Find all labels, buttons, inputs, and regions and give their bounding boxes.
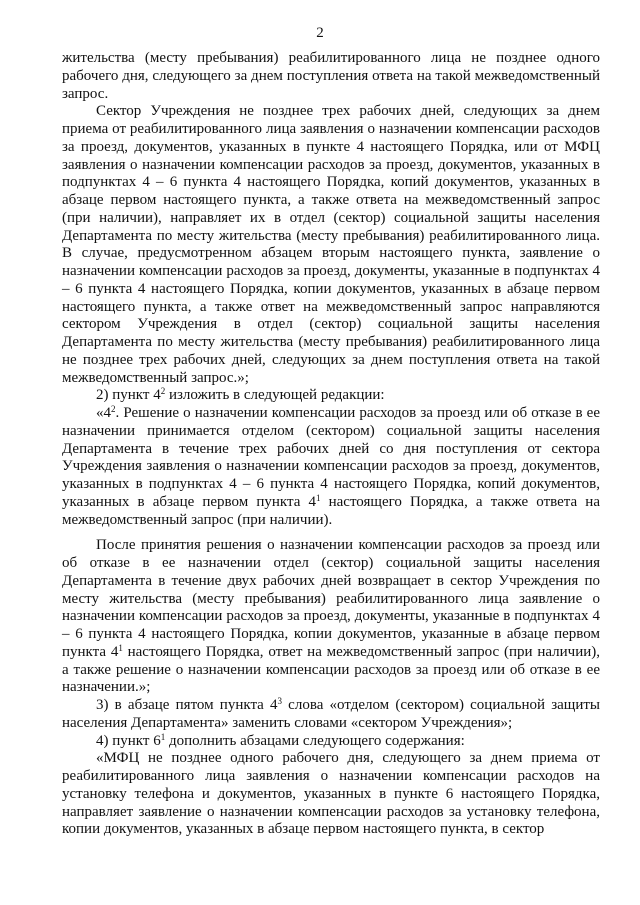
paragraph-1: жительства (месту пребывания) реабилитированного лица не позднее одного рабочего дня, следующего за днем поступления ответа на такой межведомственный запрос. <box>62 50 600 102</box>
paragraph-6 <box>62 697 600 733</box>
superscript-index: 2 <box>111 404 116 414</box>
paragraph-4 <box>62 405 600 529</box>
paragraph-5-text-end: настоящего Порядка, ответ на межведомственный запрос (при наличии), а также решение о назначении компенсации расходов за проезд или об отказе в ее назначении.»; <box>62 643 600 696</box>
page-number: 2 <box>316 25 324 41</box>
paragraph-3 <box>62 387 600 405</box>
paragraph-2: Сектор Учреждения не позднее трех рабочих дней, следующих за днем приема от реабилитированного лица заявления о назначении компенсации расходов за проезд, документов, указанных в пункте 4 настоящего Порядка, или от МФЦ заявления о назначении компенсации расходов за проезд, документов, указанных в подпунктах 4 – 6 пункта 4 настоящего Порядка, копий документов, указанных в абзаце первом настоящего пункта, а также ответа на межведомственный запрос (при наличии), направляет их в отдел (сектор) социальной защиты населения Департамента по месту жительства (месту пребывания) реабилитированного лица. В случае, предусмотренном абзацем вторым настоящего пункта, заявление о назначении компенсации расходов за проезд, документы, указанные в подпунктах 4 – 6 пункта 4 настоящего Порядка, копии документов, указанных в абзаце первом настоящего пункта, а также ответ на межведомственный запрос направляются сектором Учреждения в отдел (сектор) социальной защиты населения Департамента по месту жительства (месту пребывания) реабилитированного лица не позднее трех рабочих дней, следующих за днем поступления ответа на такой межведомственный запрос.»; <box>62 103 600 386</box>
superscript-index: 3 <box>277 696 283 706</box>
document-body <box>62 50 600 839</box>
paragraph-7 <box>62 733 600 751</box>
paragraph-4-text-middle: . Решение о назначении компенсации расходов за проезд или об отказе в ее назначении принимается отделом (сектором) социальной защиты населения Департамента в течение трех рабочих дней со дня поступления от сектора Учреждения заявления о назначении компенсации расходов за проезд, документов, указанных в подпунктах 4 – 6 пункта 4 настоящего Порядка, копий документов, указанных в абзаце первом пункта 4 <box>62 405 600 510</box>
paragraph-4-text-start: «4 <box>96 405 111 421</box>
paragraph-6-text-start: 3) в абзаце пятом пункта 4 <box>96 697 278 713</box>
paragraph-3-text-end: изложить в следующей редакции: <box>165 387 385 404</box>
superscript-index: 2 <box>160 386 166 397</box>
paragraph-4-text-end: настоящего Порядка, а также ответа на межведомственный запрос (при наличии). <box>62 493 600 528</box>
paragraph-6-text-end: слова «отделом (сектором) социальной защиты населения Департамента» заменить словами «сектором Учреждения»; <box>62 697 600 731</box>
paragraph-7-text-end: дополнить абзацами следующего содержания: <box>165 732 465 749</box>
paragraph-7-text-start: 4) пункт 6 <box>96 732 161 749</box>
superscript-index: 1 <box>316 492 321 503</box>
paragraph-5-text-start: После принятия решения о назначении компенсации расходов за проезд или об отказе в ее назначении отдел (сектор) социальной защиты населения Департамента в течение двух рабочих дней возвращает в сектор Учреждения по месту жительства (месту пребывания) реабилитированного лица заявление о назначении компенсации расходов за проезд, документы, указанные в подпунктах 4 – 6 пункта 4 настоящего Порядка, копии документов, указанные в абзаце первом пункта 4 <box>62 537 600 660</box>
paragraph-8: «МФЦ не позднее одного рабочего дня, следующего за днем приема от реабилитированного лица заявления о назначении компенсации расходов на установку телефона и документов, указанных в пункте 6 настоящего Порядка, направляет заявление о назначении компенсации расходов за установку телефона, копии документов, указанных в абзаце первом настоящего пункта, в сектор <box>62 750 600 838</box>
paragraph-3-text-start: 2) пункт 4 <box>96 387 161 404</box>
superscript-index: 1 <box>118 642 123 653</box>
paragraph-5 <box>62 537 600 697</box>
superscript-index: 1 <box>160 731 166 742</box>
